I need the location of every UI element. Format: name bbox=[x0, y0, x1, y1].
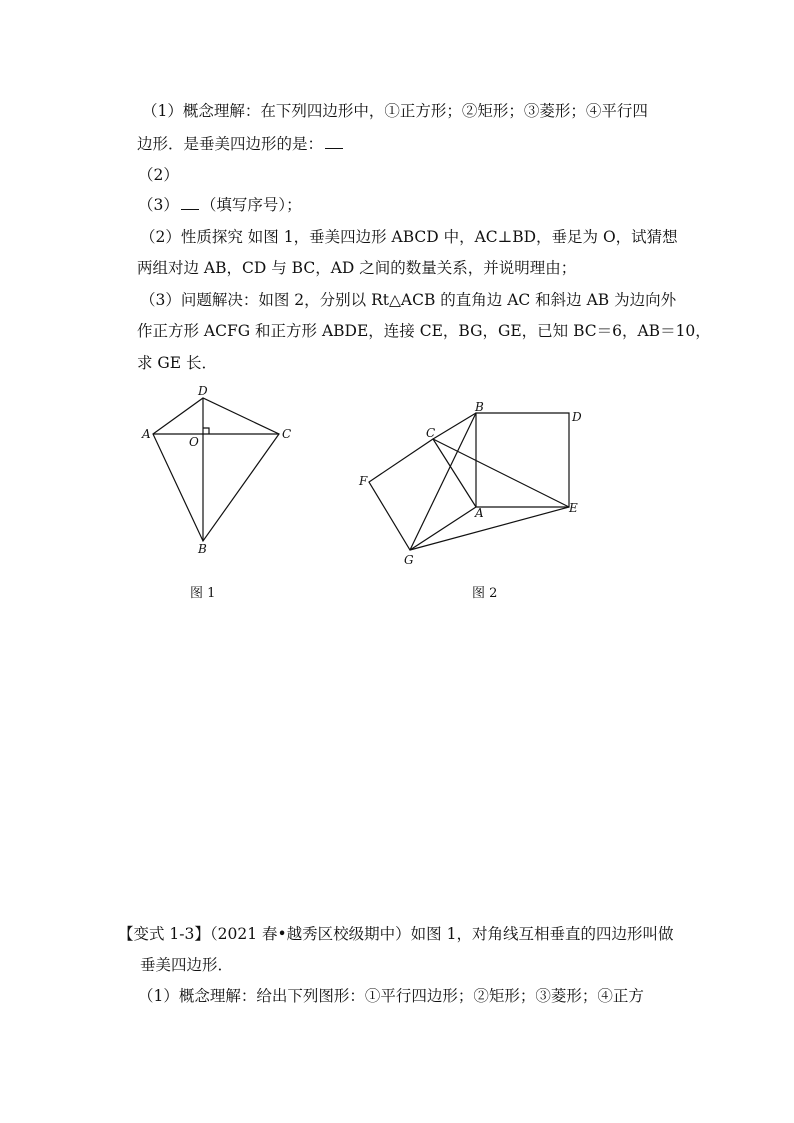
figure-2-caption: 图 2 bbox=[472, 586, 498, 601]
label2-a: A bbox=[475, 506, 484, 520]
text-line-7: （3）问题解决：如图 2，分别以 Rt△ACB 的直角边 AC 和斜边 AB 为边向外 bbox=[140, 291, 677, 309]
label-b: B bbox=[198, 542, 207, 556]
figure-1-caption: 图 1 bbox=[190, 586, 216, 601]
text-line-8: 作正方形 ACFG 和正方形 ABDE，连接 CE，BG，GE，已知 BC＝6，AB＝10， bbox=[137, 322, 711, 340]
label2-f: F bbox=[359, 474, 368, 488]
text-line-4: （3） （填写序号）； bbox=[138, 196, 302, 214]
text-line-9: 求 GE 长． bbox=[137, 354, 218, 372]
label2-g: G bbox=[404, 553, 414, 567]
label-a: A bbox=[142, 427, 151, 441]
text-line-2: 边形．是垂美四边形的是： bbox=[137, 134, 345, 154]
label-c: C bbox=[282, 427, 292, 441]
variant-line-3: （1）概念理解：给出下列图形：①平行四边形；②矩形；③菱形；④正方 bbox=[138, 987, 644, 1005]
label-d: D bbox=[198, 384, 208, 398]
square-acfg bbox=[369, 439, 476, 550]
right-angle-mark bbox=[203, 428, 209, 434]
variant-line-2: 垂美四边形． bbox=[140, 956, 234, 974]
label-o: O bbox=[189, 435, 199, 449]
segment-ge bbox=[410, 507, 569, 550]
label2-d: D bbox=[572, 410, 582, 424]
text-line-6: 两组对边 AB，CD 与 BC，AD 之间的数量关系，并说明理由； bbox=[137, 259, 577, 277]
text-line-3: （2） bbox=[138, 166, 179, 184]
text-line-5: （2）性质探究 如图 1，垂美四边形 ABCD 中，AC⊥BD，垂足为 O，试猜想 bbox=[140, 228, 678, 246]
variant-line-1: 【变式 1-3】（2021 春•越秀区校级期中）如图 1，对角线互相垂直的四边形叫做 bbox=[118, 925, 674, 943]
segment-ce bbox=[433, 439, 569, 507]
label2-b: B bbox=[475, 400, 484, 414]
square-abde bbox=[476, 413, 569, 507]
label2-e: E bbox=[569, 501, 578, 515]
quadrilateral-abcd bbox=[153, 398, 279, 541]
text-line-1: （1）概念理解：在下列四边形中，①正方形；②矩形；③菱形；④平行四 bbox=[142, 102, 648, 120]
label2-c: C bbox=[426, 426, 436, 440]
